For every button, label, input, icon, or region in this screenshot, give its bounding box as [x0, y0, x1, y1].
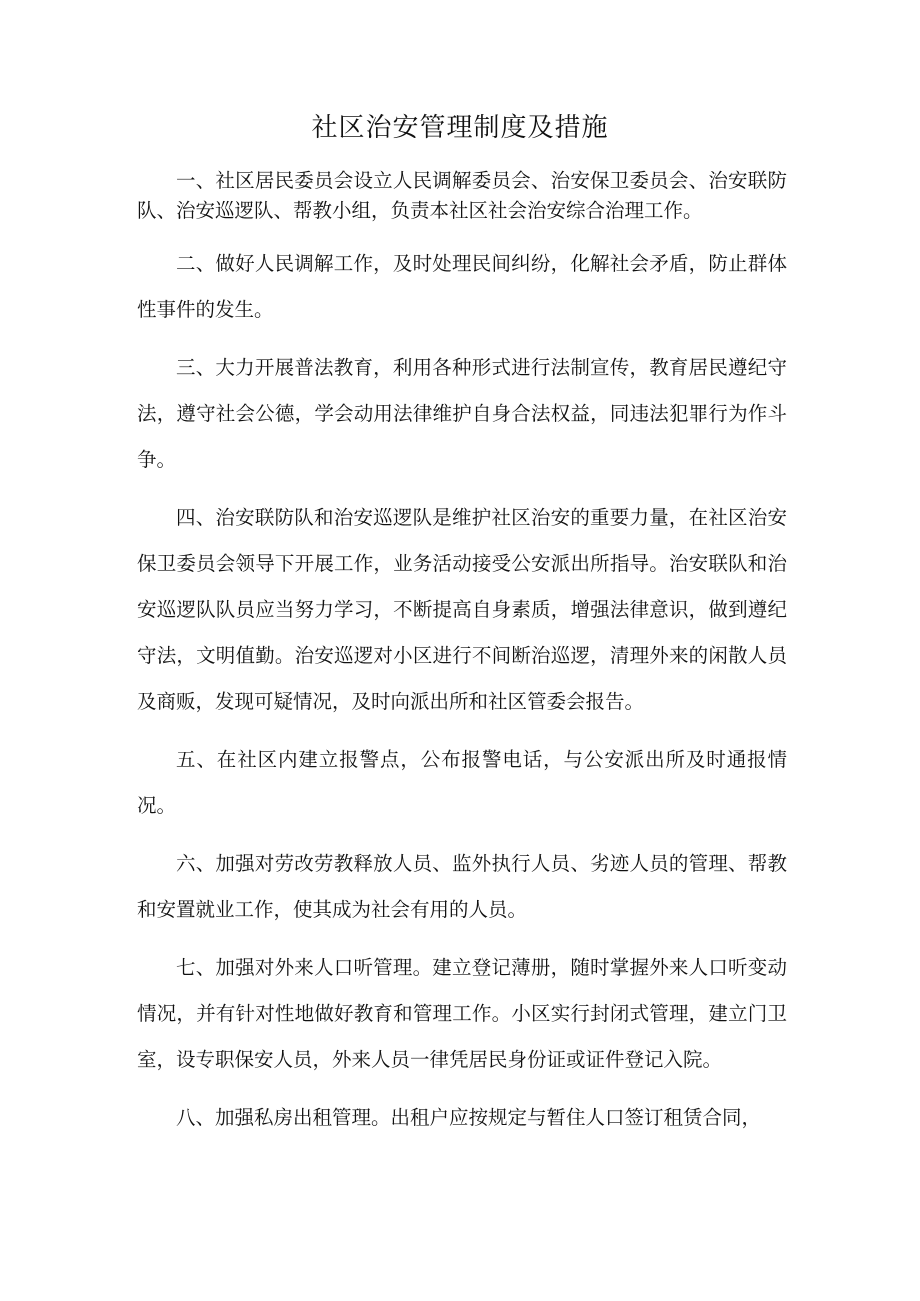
paragraph-1: 一、社区居民委员会设立人民调解委员会、治安保卫委员会、治安联防队、治安巡逻队、帮教小组，负责本社区社会治安综合治理工作。 [137, 169, 787, 222]
paragraph-8: 八、加强私房出租管理。出租户应按规定与暂住人口签订租赁合同， [176, 1106, 762, 1129]
document-body [137, 166, 787, 1153]
paragraph-2: 二、做好人民调解工作，及时处理民间纠纷，化解社会矛盾，防止群体性事件的发生。 [137, 252, 787, 321]
paragraph-5: 五、在社区内建立报警点，公布报警电话，与公安派出所及时通报情况。 [137, 748, 787, 817]
paragraph-3: 三、大力开展普法教育，利用各种形式进行法制宣传，教育居民遵纪守法，遵守社会公德，学会动用法律维护自身合法权益，同违法犯罪行为作斗争。 [137, 356, 787, 471]
document-title: 社区治安管理制度及措施 [311, 113, 609, 143]
paragraph-6: 六、加强对劳改劳教释放人员、监外执行人员、劣迹人员的管理、帮教和安置就业工作，使其成为社会有用的人员。 [137, 852, 787, 921]
paragraph-7: 七、加强对外来人口听管理。建立登记薄册，随时掌握外来人口听变动情况，并有针对性地做好教育和管理工作。小区实行封闭式管理，建立门卫室，设专职保安人员，外来人员一律凭居民身份证或证件登记入院。 [137, 956, 787, 1071]
paragraph-4: 四、治安联防队和治安巡逻队是维护社区治安的重要力量，在社区治安保卫委员会领导下开展工作，业务活动接受公安派出所指导。治安联队和治安巡逻队队员应当努力学习，不断提高自身素质，增强法律意识，做到遵纪守法，文明值勤。治安巡逻对小区进行不间断治巡逻，清理外来的闲散人员及商贩，发现可疑情况，及时向派出所和社区管委会报告。 [137, 506, 787, 713]
